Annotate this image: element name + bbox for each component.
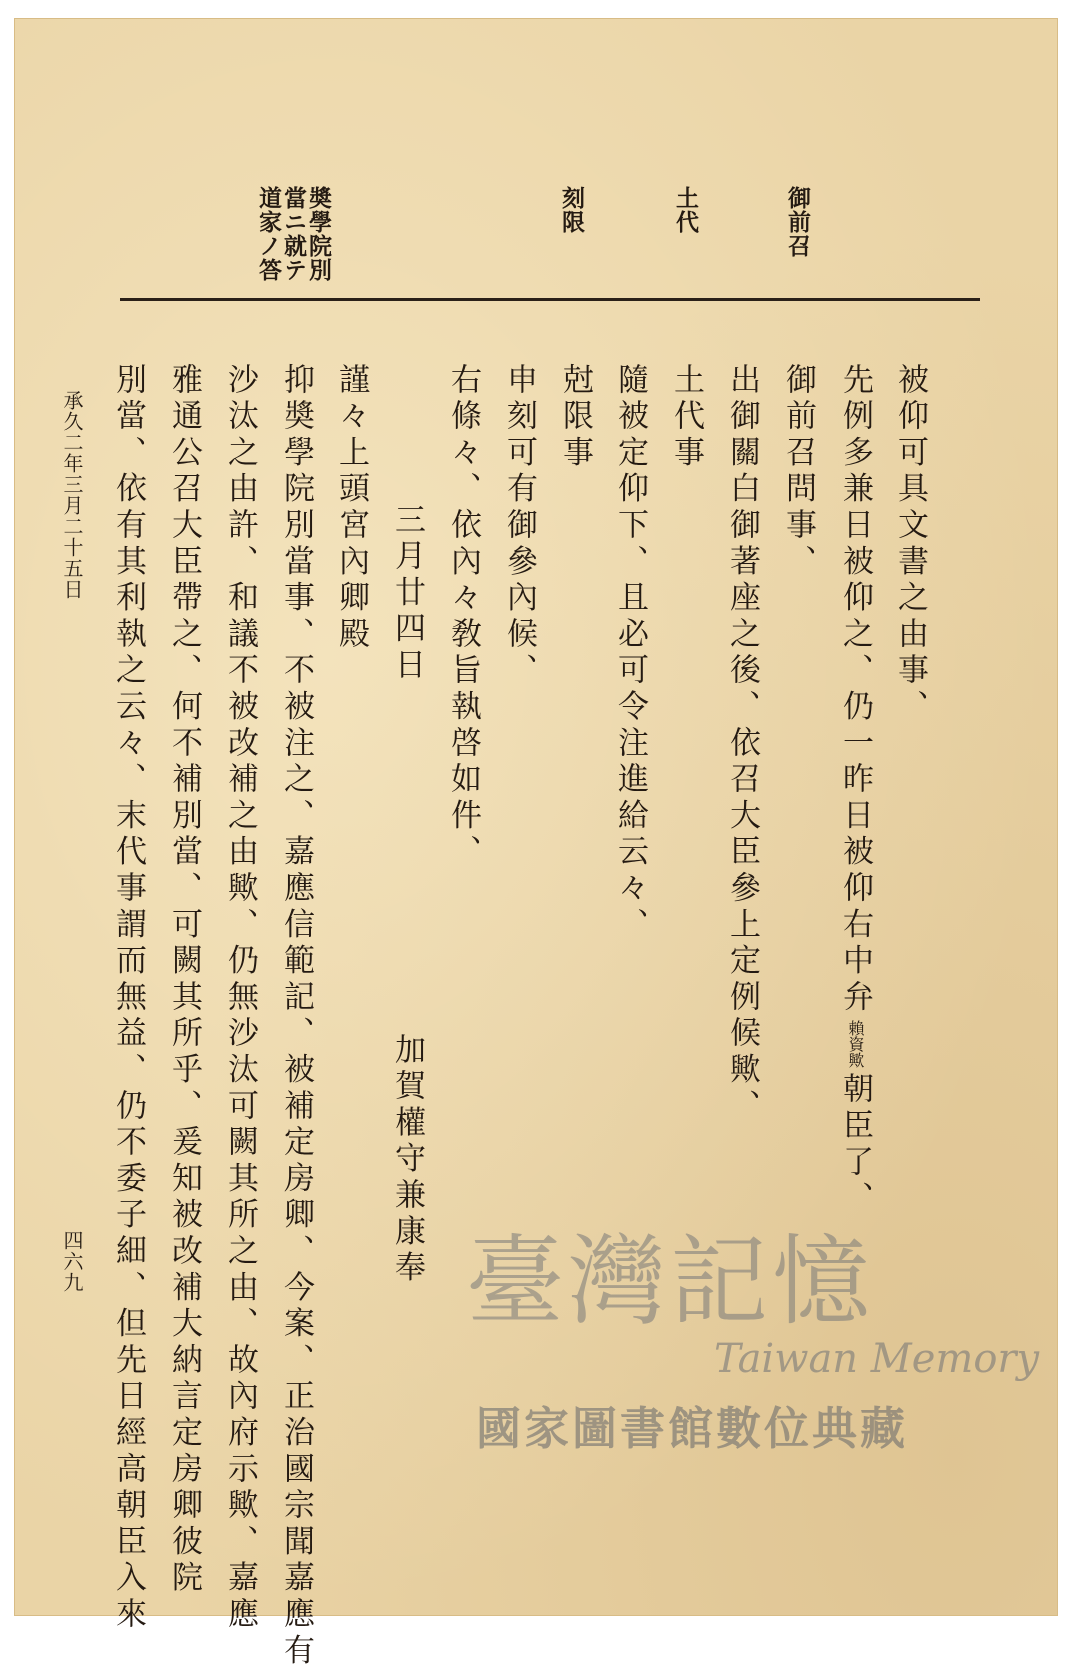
- header-topic-3: 刻限: [558, 186, 585, 234]
- body-line-7: 尅限事: [557, 363, 593, 472]
- body-line-13: 抑奬學院別當事、不被注之、嘉應信範記、被補定房卿、今案、正治國宗聞嘉應有: [278, 363, 314, 1670]
- header-topic-1-line-2: 前召: [784, 210, 811, 258]
- interlinear-note-3: 歟: [846, 1052, 865, 1069]
- letter-date: 三月廿四日: [389, 503, 425, 685]
- page-number: 四六九: [60, 1230, 84, 1293]
- header-topic-4-line-3: 道家ノ答: [255, 186, 282, 282]
- body-line-3: 御前召問事、: [780, 363, 816, 581]
- letter-sender: 加賀權守兼康奉: [389, 1033, 425, 1288]
- body-line-2-tail: 朝臣了、: [837, 1072, 873, 1218]
- header-topic-1-line-1: 御: [784, 186, 811, 210]
- running-head: 承久二年三月二十五日: [60, 390, 84, 600]
- body-line-16: 別當、依有其利執之云々、末代事謂而無益、仍不委子細、但先日經高朝臣入來: [110, 363, 146, 1634]
- body-line-9: 右條々、依內々敎旨執啓如件、: [445, 363, 481, 872]
- interlinear-note: [847, 1020, 863, 1068]
- header-topic-1: [786, 186, 809, 258]
- document-page: [14, 18, 1058, 1670]
- header-topic-4-line-1: 奬學院別: [305, 186, 332, 282]
- body-line-1: 被仰可具文書之由事、: [892, 363, 928, 726]
- body-line-8: 申刻可有御參內候、: [501, 363, 537, 690]
- body-line-2-text: 先例多兼日被仰之、仍一昨日被仰右中弁: [837, 363, 873, 1017]
- body-line-2: [837, 363, 873, 1218]
- watermark-library: 國家圖書館數位典藏: [476, 1402, 909, 1455]
- body-line-15: 雅通公召大臣帶之、何不補別當、可闕其所乎、爰知被改補大納言定房卿彼院: [166, 363, 202, 1598]
- body-line-14: 沙汰之由許、和議不被改補之由歟、仍無沙汰可闕其所之由、故內府示歟、嘉應: [222, 363, 258, 1634]
- interlinear-note-1: 賴: [846, 1020, 865, 1037]
- body-line-5: 土代事: [668, 363, 704, 472]
- horizontal-rule: [120, 298, 980, 301]
- body-line-4: 出御關白御著座之後、依召大臣參上定例候歟、: [724, 363, 760, 1126]
- header-topic-4-line-2: 當ニ就テ: [280, 186, 307, 282]
- watermark-chinese: 臺灣記憶: [466, 1225, 875, 1339]
- header-topic-2: 土代: [672, 186, 699, 234]
- body-line-6: 隨被定仰下、且必可令注進給云々、: [612, 363, 648, 944]
- interlinear-note-2: 資: [846, 1036, 865, 1053]
- letter-addressee: 謹々上頭宮內卿殿: [333, 363, 369, 654]
- watermark-english: Taiwan Memory: [714, 1336, 1040, 1382]
